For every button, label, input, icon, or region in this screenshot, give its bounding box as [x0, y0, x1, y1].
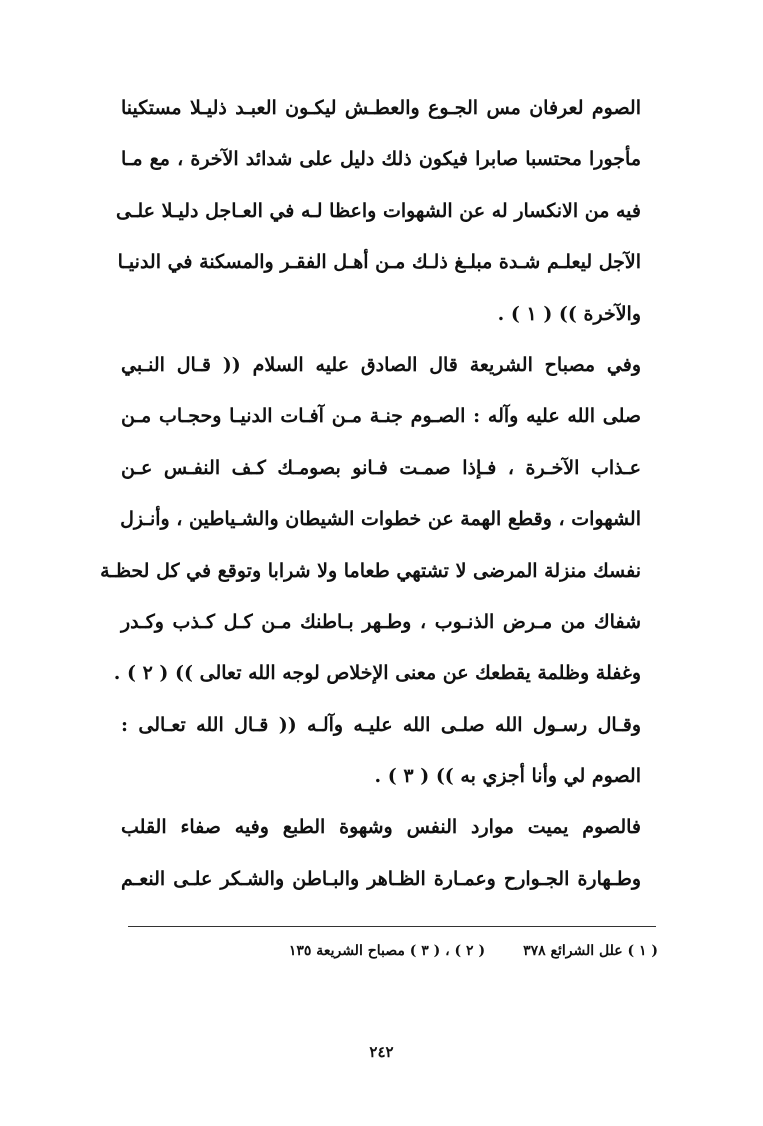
text-line-6: وفي مصباح الشريعة قال الصادق عليه السلام (( قـال النـبي: [121, 353, 641, 376]
text-line-14: الصوم لي وأنا أجزي به )) ( ٣ ) .: [374, 765, 641, 788]
text-line-16: وطـهارة الجـوارح وعمـارة الظـاهر والبـاطن والشـكر علـى النعـم: [121, 867, 641, 890]
footnote-2: ( ٢ ) ، ( ٣ ) مصباح الشريعة ١٣٥: [288, 943, 486, 959]
text-line-12: وغفلة وظلمة يقطعك عن معنى الإخلاص لوجه الله تعالى )) ( ٢ ) .: [113, 662, 641, 685]
text-line-9: الشهوات ، وقطع الهمة عن خطوات الشيطان والشـياطين ، وأنـزل: [120, 508, 641, 531]
text-line-2: مأجورا محتسبا صابرا فيكون ذلك دليل على شدائد الآخرة ، مع مـا: [121, 148, 641, 171]
footnote-1: ( ١ ) علل الشرائع ٣٧٨: [523, 943, 658, 959]
footnote-divider: [128, 926, 656, 927]
text-line-15: فالصوم يميت موارد النفس وشهوة الطبع وفيه صفاء القلب: [121, 816, 641, 839]
text-line-8: عـذاب الآخـرة ، فـإذا صمـت فـانو بصومـك كـف النفـس عـن: [121, 456, 641, 479]
text-line-1: الصوم لعرفان مس الجـوع والعطـش ليكـون العبـد ذليـلا مستكينا: [121, 97, 641, 119]
footnotes: [289, 940, 658, 962]
text-line-5: والآخرة )) ( ١ ) .: [497, 302, 641, 325]
text-line-11: شفاك من مـرض الذنـوب ، وطـهر بـاطنك مـن كـل كـذب وكـدر: [121, 610, 641, 633]
text-line-7: صلى الله عليه وآله : الصـوم جنـة مـن آفـات الدنيـا وحجـاب مـن: [121, 405, 641, 428]
text-line-13: وقـال رسـول الله صلـى الله عليـه وآلـه (( قـال الله تعـالى :: [121, 713, 641, 736]
text-line-10: نفسك منزلة المرضى لا تشتهي طعاما ولا شرابا وتوقع في كل لحظـة: [100, 559, 641, 582]
text-line-3: فيه من الانكسار له عن الشهوات واعظا لـه في العـاجل دليـلا علـى: [115, 199, 641, 222]
page-number: ٢٤٢: [369, 1043, 394, 1061]
text-line-4: الآجل ليعلـم شـدة مبلـغ ذلـك مـن أهـل الفقـر والمسكنة في الدنيـا: [117, 251, 641, 274]
body-text: [100, 83, 641, 905]
